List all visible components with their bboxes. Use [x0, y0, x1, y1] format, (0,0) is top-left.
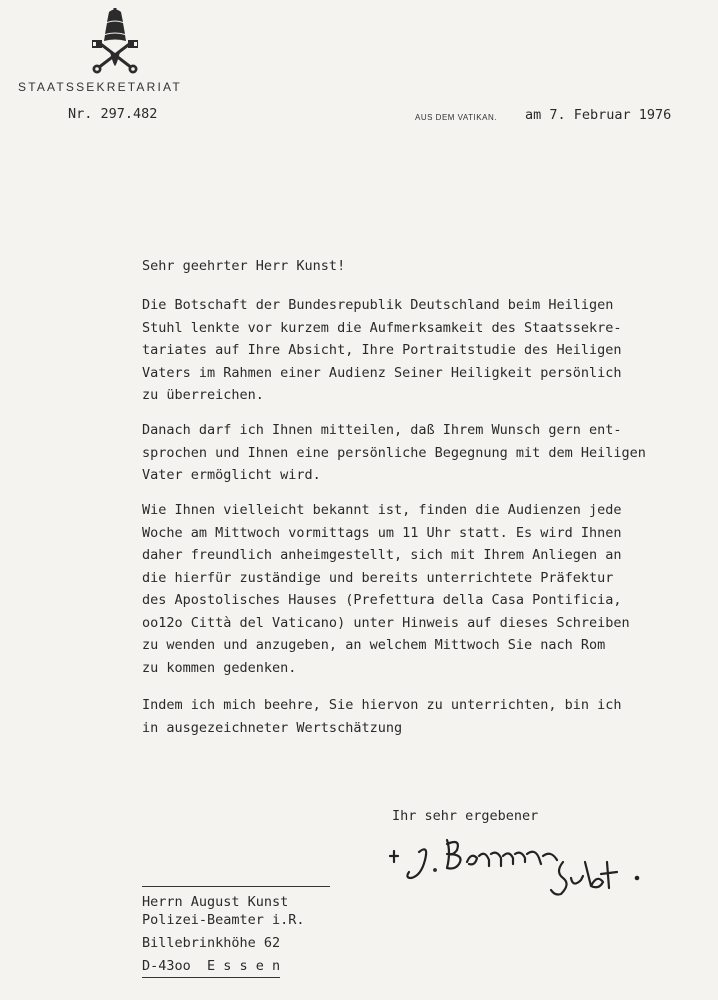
- salutation: Sehr geehrter Herr Kunst!: [142, 258, 346, 274]
- recipient-name: Herrn August Kunst: [142, 894, 289, 910]
- issuing-office: STAATSSEKRETARIAT: [18, 80, 182, 94]
- place-of-issue: AUS DEM VATIKAN.: [415, 113, 497, 122]
- handwritten-signature: [385, 832, 655, 904]
- paragraph-1: Die Botschaft der Bundesrepublik Deutschland beim Heiligen Stuhl lenkte vor kurzem die Aufmerksamkeit des Staatssekre- tariates auf Ihre Absicht, Ihre Portraitstudie des Heiligen Vaters im Rahmen einer Audienz Seiner Heiligkeit persönlich zu überreichen.: [142, 297, 622, 403]
- reference-number: Nr. 297.482: [68, 106, 158, 122]
- papal-coat-of-arms-icon: [90, 8, 140, 74]
- paragraph-4: Indem ich mich beehre, Sie hiervon zu unterrichten, bin ich in ausgezeichneter Wertschätzung: [142, 697, 622, 736]
- recipient-title: Polizei-Beamter i.R.: [142, 912, 305, 928]
- recipient-city: D-43oo E s s e n: [142, 956, 280, 978]
- address-rule: [142, 886, 330, 887]
- letter-date: am 7. Februar 1976: [525, 107, 672, 123]
- complimentary-close: Ihr sehr ergebener: [392, 808, 539, 824]
- paragraph-3: Wie Ihnen vielleicht bekannt ist, finden die Audienzen jede Woche am Mittwoch vormittags um 11 Uhr statt. Es wird Ihnen daher freundlich anheimgestellt, sich mit Ihrem Anliegen an die hierfür zuständige und bereits unterrichtete Präfektur des Apostolisches Hauses (Prefettura della Casa Pontificia, oo12o Città del Vaticano) unter Hinweis auf dieses Schreiben zu wenden und anzugeben, an welchem Mittwoch Sie nach Rom zu kommen gedenken.: [142, 502, 630, 676]
- paragraph-2: Danach darf ich Ihnen mitteilen, daß Ihrem Wunsch gern ent- sprochen und Ihnen eine persönliche Begegnung mit dem Heiligen Vater ermöglicht wird.: [142, 422, 646, 483]
- recipient-street: Billebrinkhöhe 62: [142, 935, 281, 951]
